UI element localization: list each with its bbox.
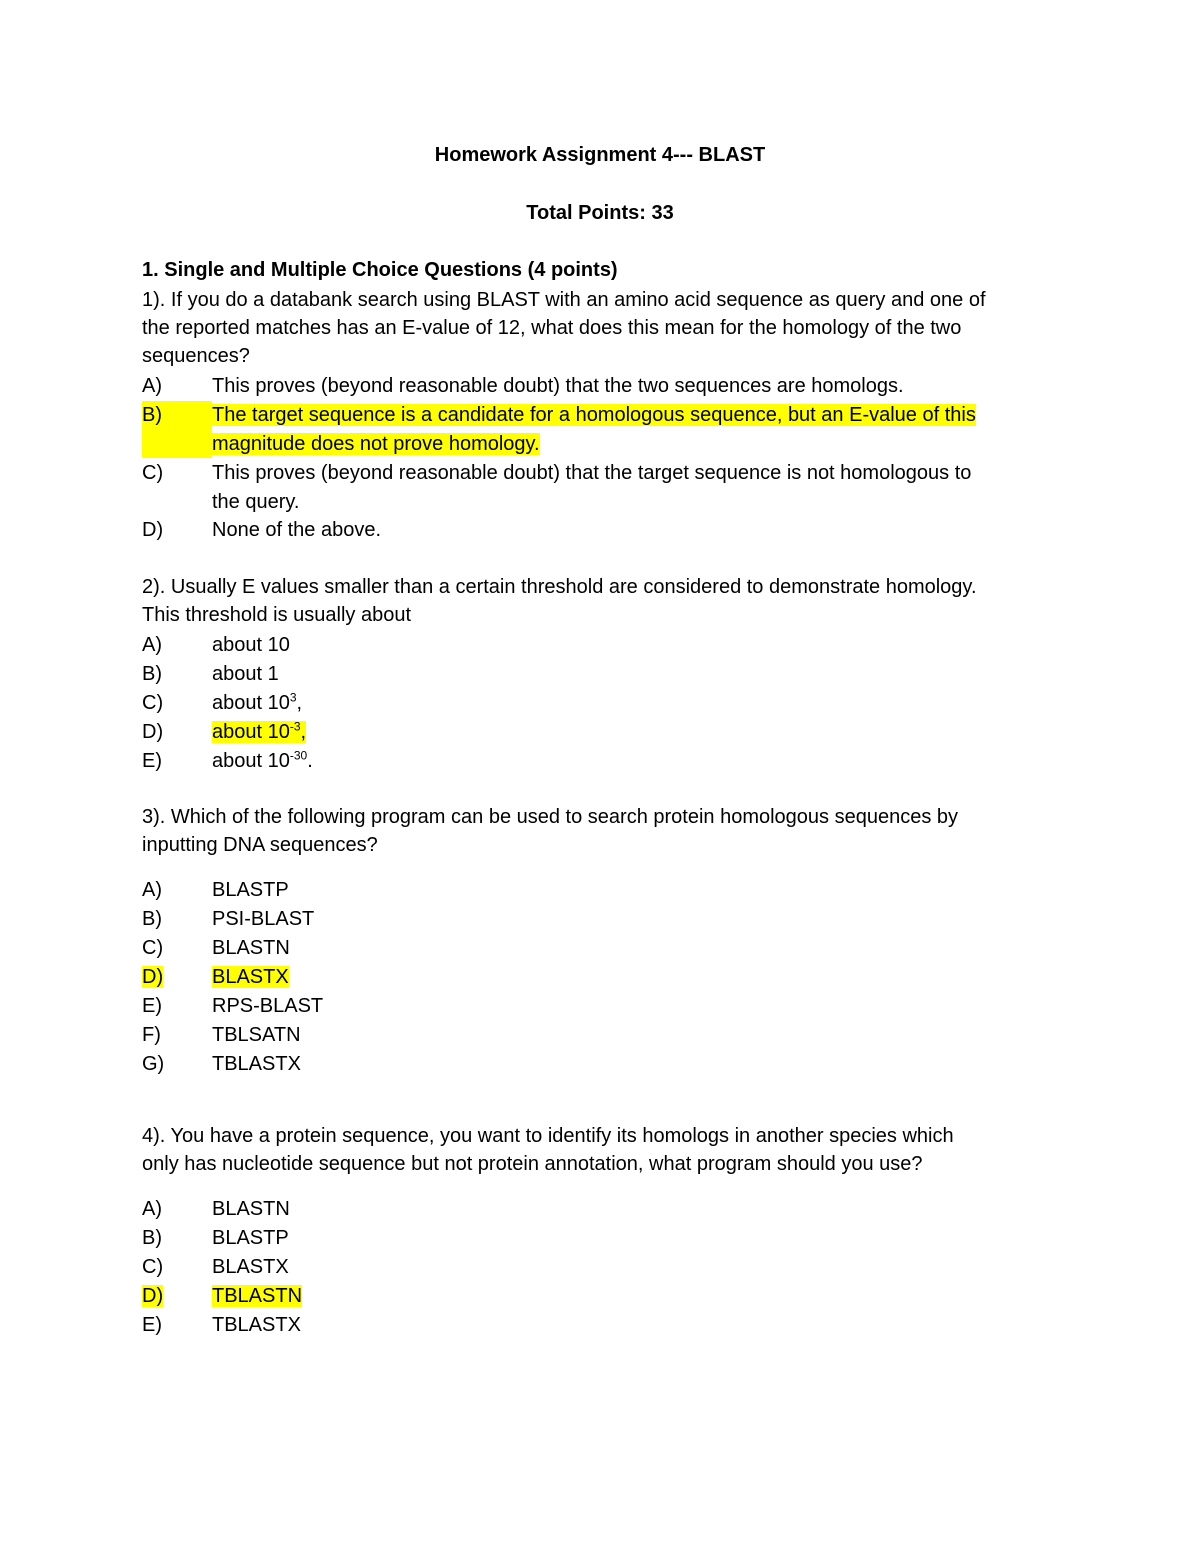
option-text: RPS-BLAST [212,995,324,1017]
section-heading: 1. Single and Multiple Choice Questions (4 points) [142,259,618,281]
question-3-line-1: 3). Which of the following program can be used to search protein homologous sequences by [142,806,959,828]
option-letter: A) [142,879,162,901]
option-letter: C) [142,937,164,959]
option-text: TBLSATN [212,1024,301,1046]
option-exponent: -30 [289,748,308,763]
option-letter: B) [142,1227,162,1249]
question-4-line-2: only has nucleotide sequence but not protein annotation, what program should you use? [142,1153,923,1175]
option-text: TBLASTN [212,1285,303,1307]
option-text: BLASTN [212,1198,290,1220]
option-text: about $10^{-3}$, [212,719,307,743]
option-text-block [212,401,1112,458]
option-text: about $10^{-30}$. [212,748,313,772]
option-text: TBLASTX [212,1314,301,1336]
option-letter: D) [142,519,164,541]
option-letter: A) [142,634,162,656]
option-letter: B) [142,401,212,458]
option-letter: C) [142,692,164,714]
question-3-line-2: inputting DNA sequences? [142,834,378,856]
option-exponent: 3 [289,690,297,705]
option-text: This proves (beyond reasonable doubt) that the two sequences are homologs. [212,375,904,397]
question-2-line-2: This threshold is usually about [142,604,412,626]
question-1-line-1: 1). If you do a databank search using BLAST with an amino acid sequence as query and one of [142,289,986,311]
option-text: about $10^3$, [212,690,303,714]
option-text-line-1: The target sequence is a candidate for a homologous sequence, but an E-value of this [212,404,976,426]
option-letter: B) [142,663,162,685]
option-letter: D) [142,1285,164,1307]
option-letter: C) [142,462,164,484]
option-text: None of the above. [212,519,382,541]
option-text: about 10 [212,634,290,656]
option-text-line-2: magnitude does not prove homology. [212,432,540,455]
option-letter: G) [142,1053,165,1075]
option-letter: E) [142,995,162,1017]
option-exponent: -3 [289,719,301,734]
option-text: BLASTP [212,879,289,901]
option-text-line-2: the query. [212,490,300,513]
option-letter: D) [142,966,164,988]
question-1-line-2: the reported matches has an E-value of 12, what does this mean for the homology of the two [142,317,962,339]
question-2-line-1: 2). Usually E values smaller than a certain threshold are considered to demonstrate homology. [142,576,977,598]
option-text: BLASTX [212,1256,289,1278]
option-letter: F) [142,1024,161,1046]
option-text: PSI-BLAST [212,908,315,930]
option-text-line-1: This proves (beyond reasonable doubt) that the target sequence is not homologous to [212,462,972,484]
option-letter: D) [142,721,164,743]
option-letter: C) [142,1256,164,1278]
option-text-block [212,459,1112,516]
question-1-line-3: sequences? [142,345,250,367]
option-text: BLASTP [212,1227,289,1249]
option-letter: E) [142,750,162,772]
option-letter: E) [142,1314,162,1336]
question-4-line-1: 4). You have a protein sequence, you want to identify its homologs in another species which [142,1125,954,1147]
total-points: Total Points: 33 [526,202,674,224]
option-text: TBLASTX [212,1053,301,1075]
option-letter: B) [142,908,162,930]
option-letter: A) [142,375,162,397]
option-text: BLASTX [212,966,289,988]
document-title: Homework Assignment 4--- BLAST [434,144,766,166]
option-letter: A) [142,1198,162,1220]
option-text: about 1 [212,663,279,685]
option-text: BLASTN [212,937,290,959]
